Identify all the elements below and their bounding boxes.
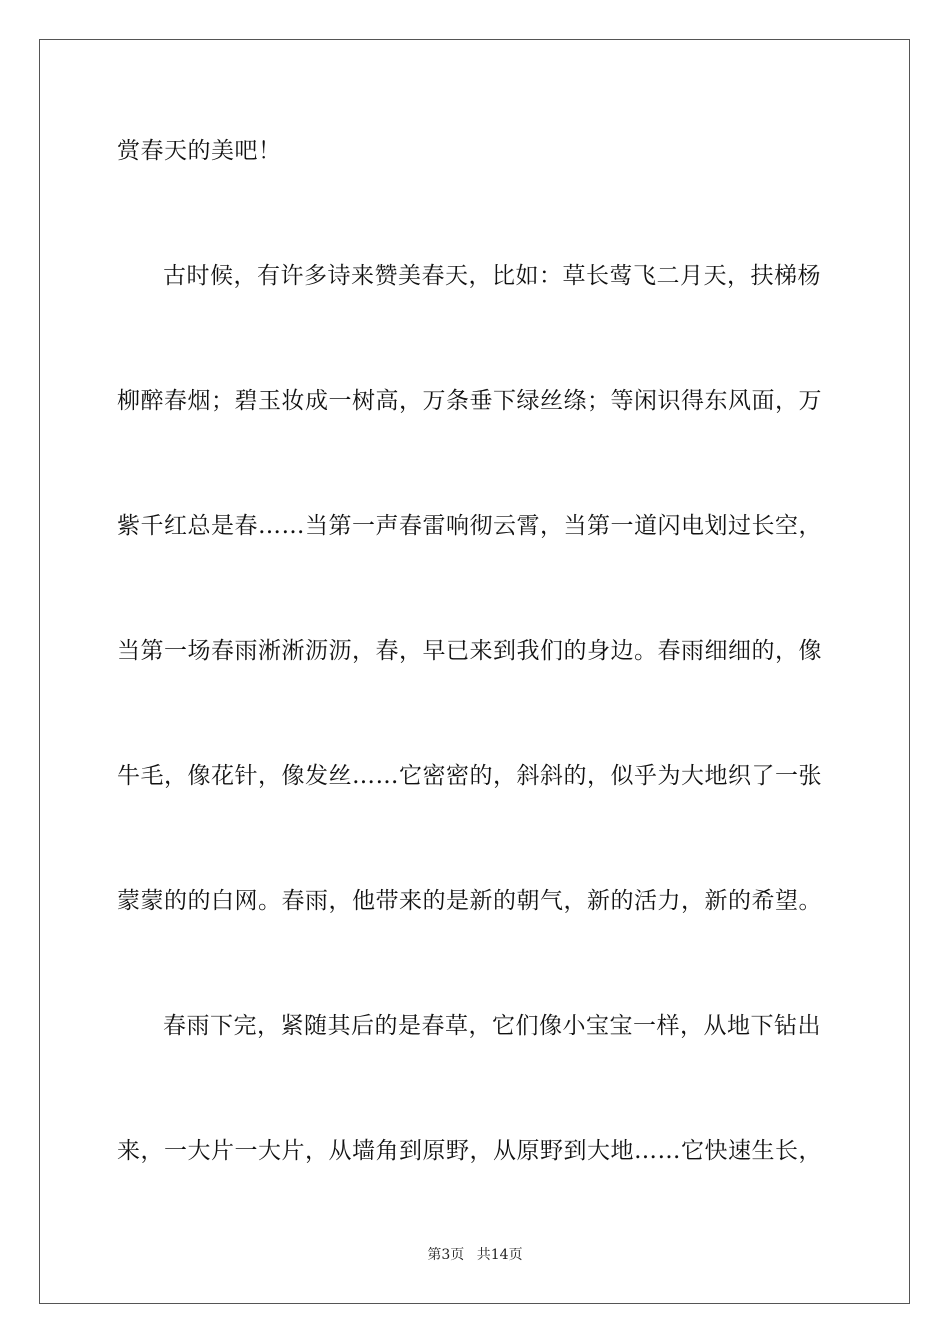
page-border <box>39 39 910 1304</box>
text-line-1: 赏春天的美吧！ <box>117 138 282 164</box>
page-number: 第3页 <box>427 1247 465 1263</box>
text-line-3: 柳醉春烟；碧玉妆成一树高，万条垂下绿丝绦；等闲识得东风面，万 <box>117 388 822 414</box>
text-line-5: 当第一场春雨淅淅沥沥，春，早已来到我们的身边。春雨细细的，像 <box>117 638 822 664</box>
total-pages: 共14页 <box>476 1247 523 1263</box>
text-line-6: 牛毛，像花针，像发丝……它密密的，斜斜的，似乎为大地织了一张 <box>117 763 822 789</box>
text-line-9: 来，一大片一大片，从墙角到原野，从原野到大地……它快速生长， <box>117 1138 822 1164</box>
text-line-4: 紫千红总是春……当第一声春雷响彻云霄，当第一道闪电划过长空， <box>117 513 822 539</box>
text-line-2: 古时候，有许多诗来赞美春天，比如：草长莺飞二月天，扶梯杨 <box>163 263 821 289</box>
page-footer <box>0 1246 950 1264</box>
text-line-7: 蒙蒙的的白网。春雨，他带来的是新的朝气，新的活力，新的希望。 <box>117 888 822 914</box>
text-line-8: 春雨下完，紧随其后的是春草，它们像小宝宝一样，从地下钻出 <box>163 1013 821 1039</box>
